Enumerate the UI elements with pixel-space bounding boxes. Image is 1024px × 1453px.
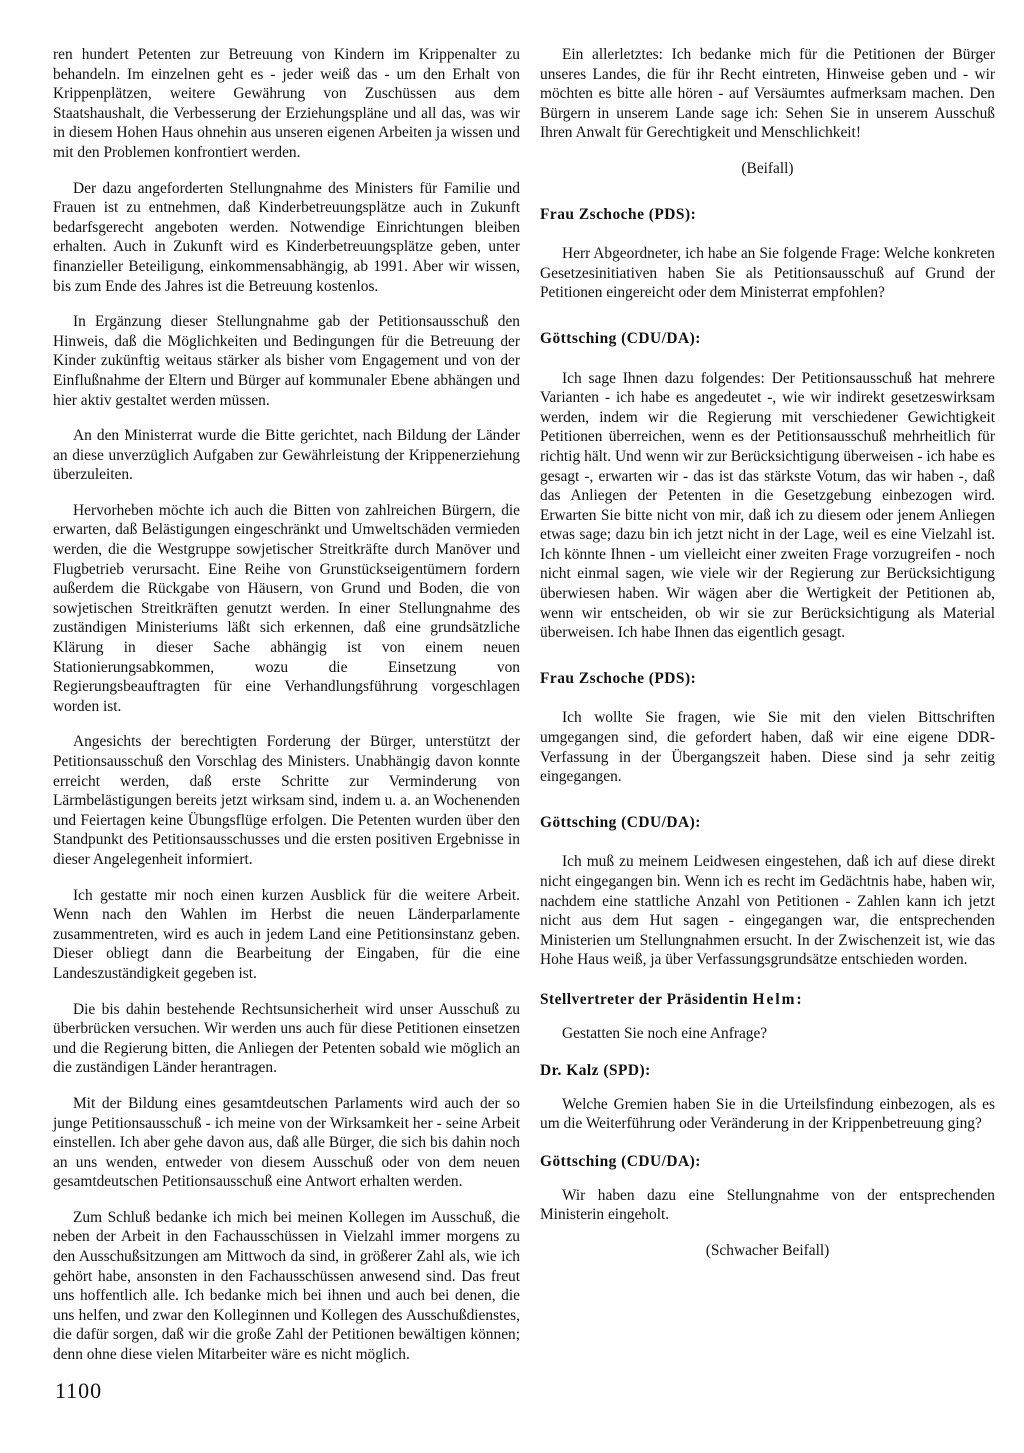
right-column (540, 45, 995, 1272)
speaker-heading: Göttsching (CDU/DA): (540, 329, 701, 347)
paragraph-left-1: ren hundert Petenten zur Betreuung von Kindern im Krippenalter zu behandeln. Im einzelnen geht es - jeder weiß das - um den Erhalt von Krippenplätzen, weitere Gewährung von Zuschüssen aus dem Staatshaushalt, die Verbesserung der Erziehungspläne und all das, was wir in diesem Hohen Haus ohnehin aus unseren eigenen Arbeiten ja wissen und mit den Problemen konfrontiert werden. (53, 46, 520, 161)
paragraph-left-9: Mit der Bildung eines gesamtdeutschen Parlaments wird auch der so junge Petitionsausschuß - ich meine von der Wirksamkeit her - seine Arbeit einstellen. Ich aber gehe davon aus, daß alle Bürger, die sich bis dahin noch an uns wenden, entweder von diesem Ausschuß oder von dem neuen gesamtdeutschen Petitionsausschuß eine Antwort erhalten werden. (53, 1094, 520, 1191)
paragraph-left-7: Ich gestatte mir noch einen kurzen Ausblick für die weitere Arbeit. Wenn nach den Wahlen im Herbst die neuen Länderparlamente zusammentreten, wird es auch in jedem Land eine Petitionsinstanz geben. Dieser obliegt dann die Bearbeitung der Eingaben, für die eine Landeszuständigkeit gegeben ist. (53, 886, 520, 982)
speaker-colon: : (796, 990, 803, 1008)
speaker-heading: Göttsching (CDU/DA): (540, 813, 701, 831)
paragraph-left-3: In Ergänzung dieser Stellungnahme gab der Petitionsausschuß den Hinweis, daß die Möglichkeiten und Bedingungen für die Betreuung der Kinder zukünftig weitaus stärker als bisher vom Engagement und von der Einflußnahme der Eltern und Bürger auf kommunaler Ebene abhängen und hier aktiv gestaltet werden müssen. (53, 313, 520, 409)
paragraph-right-intro: Ein allerletztes: Ich bedanke mich für die Petitionen der Bürger unseres Landes, die für ihr Recht eintreten, Hinweise geben und - wir möchten es bitte alle hören - auf Versäumtes aufmerksam machen. Den Bürgern in unserem Lande sage ich: Sehen Sie in unserem Ausschuß Ihren Anwalt für Gerechtigkeit und Menschlichkeit! (540, 46, 995, 142)
paragraph-left-10: Zum Schluß bedanke ich mich bei meinen Kollegen im Ausschuß, die neben der Arbeit in den Fachausschüssen in Vielzahl immer morgens zu den Ausschußsitzungen am Mittwoch da sind, in größerer Zahl als, wie ich gehört habe, ansonsten in den Fachausschüssen anwesend sind. Das freut uns hoffentlich alle. Ich bedanke mich bei ihnen und auch bei denen, die uns helfen, und zwar den Kolleginnen und Kollegen des Ausschußdienstes, die dafür sorgen, daß wir die große Zahl der Petitionen bewältigen können; denn ohne diese vielen Mitarbeiter wäre es nicht möglich. (53, 1208, 520, 1364)
speech-paragraph: Ich muß zu meinem Leidwesen eingestehen, daß ich auf diese direkt nicht eingegangen bin. Wenn ich es recht im Gedächtnis habe, haben wir, nachdem eine stattliche Anzahl von Petitionen - Zahlen kann ich jetzt nicht aus dem Hut sagen - eingegangen war, die entsprechenden Ministerien um Stellungnahmen ersucht. In der Zwischenzeit ist, wie das Hohe Haus weiß, ja über Verfassungsgrundsätze entschieden worden. (540, 853, 995, 969)
paragraph-left-2: Der dazu angeforderten Stellungnahme des Ministers für Familie und Frauen ist zu entnehmen, daß Kinderbetreuungsplätze auch in Zukunft bedarfsgerecht angeboten werden. Notwendige Einrichtungen bleiben erhalten. Auch in Zukunft wird es Kinderbetreuungsplätze geben, unter finanzieller Beteiligung, einkommensabhängig, ab 1991. Aber wir wissen, bis zum Ende des Jahres ist die Betreuung kostenlos. (53, 179, 520, 295)
speaker-heading (540, 990, 995, 1010)
applause-note: (Beifall) (741, 159, 794, 177)
paragraph-left-8: Die bis dahin bestehende Rechtsunsicherheit wird unser Ausschuß zu überbrücken versuchen. Wir werden uns auch für diese Petitionen einsetzen und die Regierung bitten, die Anliegen der Petenten sobald wie möglich an die zuständigen Länder herantragen. (53, 1000, 520, 1077)
page-number: 1100 (55, 1378, 103, 1403)
speech-paragraph: Ich sage Ihnen dazu folgendes: Der Petitionsausschuß hat mehrere Varianten - ich habe es angedeutet -, wie wir indirekt gesetzeswirksam werden, indem wir die Regierung mit verschiedener Gewichtigkeit Petitionen überreichen, wenn es der Petitionsausschuß mehrheitlich für richtig hält. Und wenn wir zur Berücksichtigung überweisen - ich habe es gesagt -, erwarten wir - das ist das stärkste Votum, das wir haben -, daß das Anliegen der Petenten in die Gesetzgebung einbezogen wird. Erwarten Sie bitte nicht von mir, daß ich zu diesem oder jenem Anliegen etwas sage; dazu bin ich jetzt nicht in der Lage, weil es eine Vielzahl ist. Ich könnte Ihnen - um vielleicht einer zweiten Frage vorzugreifen - noch nicht einmal sagen, wie viele wir der Regierung zur Berücksichtigung überwiesen haben. Wir wägen aber die Wertigkeit der Petitionen ab, wenn wir entscheiden, ob wir sie zur Berücksichtigung als Material überweisen. Ich habe Ihnen das eigentlich gesagt. (540, 369, 995, 642)
applause-note: (Schwacher Beifall) (705, 1241, 830, 1259)
speaker-heading: Frau Zschoche (PDS): (540, 205, 697, 223)
speech-paragraph: Wir haben dazu eine Stellungnahme von der entsprechenden Ministerin eingeholt. (540, 1186, 995, 1224)
speaker-heading: Dr. Kalz (SPD): (540, 1062, 651, 1080)
speaker-name: Helm (752, 990, 797, 1008)
speech-paragraph: Gestatten Sie noch eine Anfrage? (562, 1024, 768, 1042)
speaker-heading: Frau Zschoche (PDS): (540, 669, 697, 687)
paragraph-left-4: An den Ministerrat wurde die Bitte gerichtet, nach Bildung der Länder an diese unverzüglich Aufgaben zur Gewährleistung der Krippenerziehung überzuleiten. (53, 427, 520, 484)
speech-paragraph: Herr Abgeordneter, ich habe an Sie folgende Frage: Welche konkreten Gesetzesinitiativen haben Sie als Petitionsausschuß auf Grund der Petitionen eingereicht oder dem Ministerrat empfohlen? (540, 245, 995, 302)
paragraph-left-6: Angesichts der berechtigten Forderung der Bürger, unterstützt der Petitionsausschuß den Vorschlag des Ministers. Unabhängig davon konnte erreicht werden, daß erste Schritte zur Verminderung von Lärmbelästigungen bereits jetzt wirksam sind, indem u. a. an Wochenenden und Feiertagen keine Übungsflüge erfolgen. Die Petenten wurden über den Standpunkt des Petitionsausschusses und die ersten positiven Ergebnisse in dieser Angelegenheit informiert. (53, 733, 520, 868)
paragraph-left-5: Hervorheben möchte ich auch die Bitten von zahlreichen Bürgern, die erwarten, daß Belästigungen eingeschränkt und Umweltschäden vermieden werden, die die Westgruppe sowjetischer Streitkräfte durch Manöver und Flugbetrieb verursacht. Eine Reihe von Grunstückseigentümern fordern außerdem die Rückgabe von Häusern, von Grund und Boden, die von sowjetischen Streitkräften genutzt werden. In einer Stellungnahme des zuständigen Ministeriums läßt sich erkennen, daß eine grundsätzliche Klärung in dieser Sache abhängig ist von einem neuen Stationierungsabkommen, wozu die Einsetzung von Regierungsbeauftragten für eine Verhandlungsführung vorgeschlagen worden ist. (53, 501, 520, 715)
speech-paragraph: Ich wollte Sie fragen, wie Sie mit den vielen Bittschriften umgegangen sind, die gefordert haben, daß wir eine eigene DDR-Verfassung in der Übergangszeit haben. Diese sind ja sehr zeitig eingegangen. (540, 709, 995, 786)
left-column (53, 45, 520, 1381)
speaker-heading: Göttsching (CDU/DA): (540, 1152, 701, 1170)
speaker-title: Stellvertreter der Präsidentin (540, 990, 749, 1008)
speech-paragraph: Welche Gremien haben Sie in die Urteilsfindung einbezogen, als es um die Weiterführung oder Veränderung in der Krippenbetreuung ging? (540, 1095, 995, 1133)
